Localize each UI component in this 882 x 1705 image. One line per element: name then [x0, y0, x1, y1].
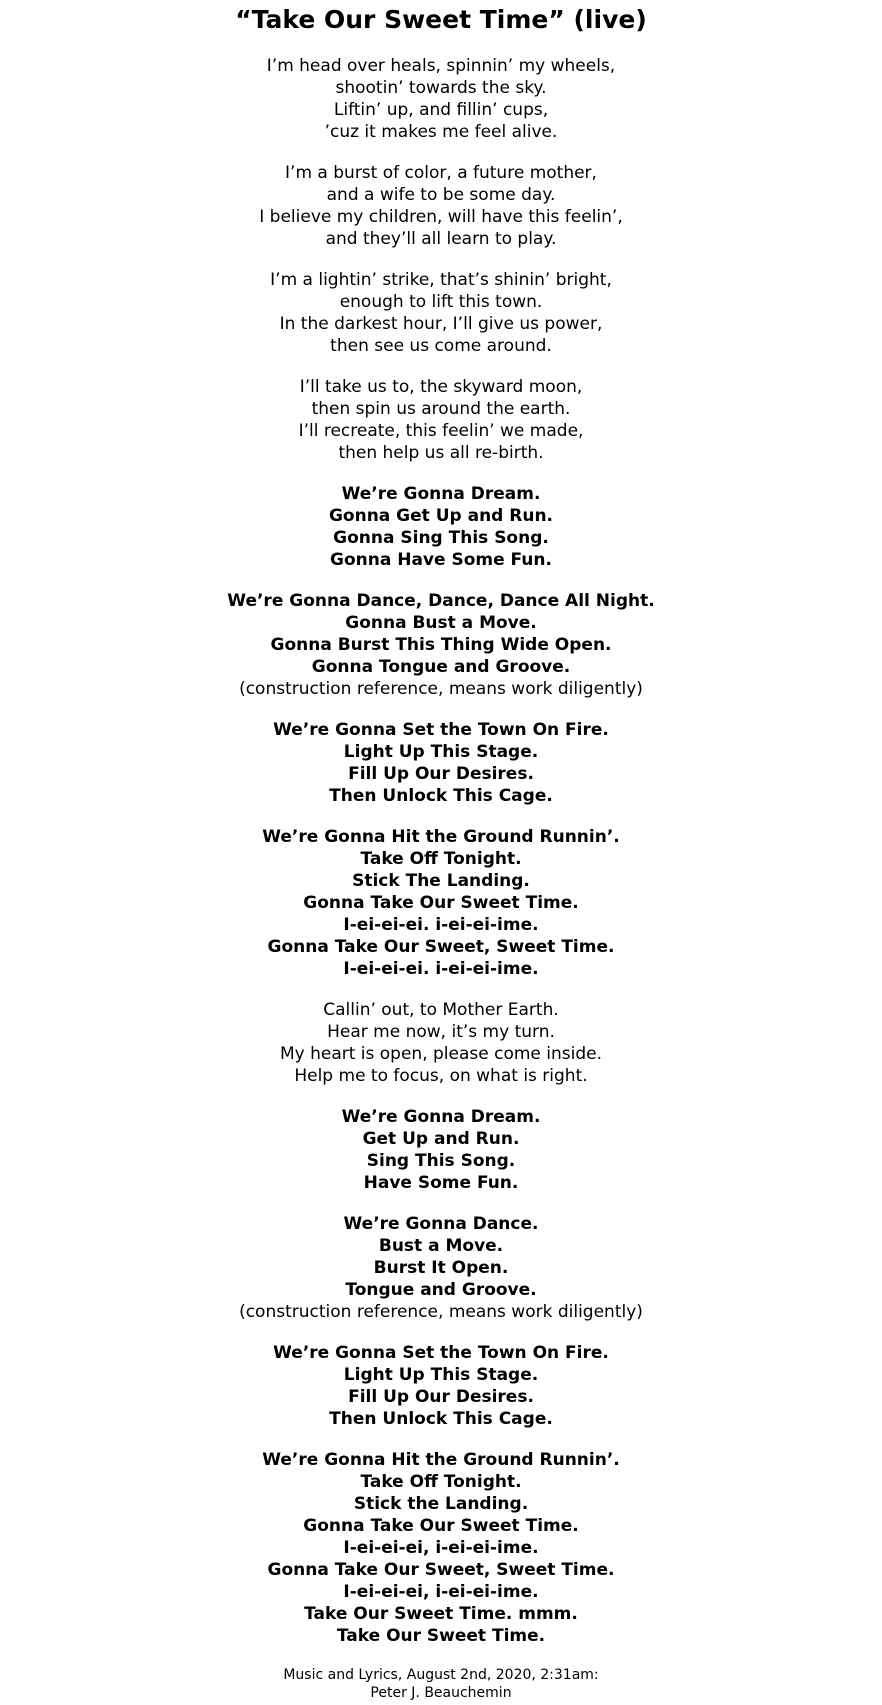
lyric-line: I’m head over heals, spinnin’ my wheels, [266, 56, 616, 76]
lyric-line: We’re Gonna Dream. [341, 1107, 541, 1127]
lyric-line: I’m a lightin’ strike, that’s shinin’ bright, [270, 270, 612, 290]
lyric-line: Get Up and Run. [362, 1129, 520, 1149]
lyric-line: In the darkest hour, I’ll give us power, [279, 314, 603, 334]
lyric-line: We’re Gonna Hit the Ground Runnin’. [262, 827, 620, 847]
lyric-line: then see us come around. [330, 336, 552, 356]
lyric-line: and a wife to be some day. [326, 185, 556, 205]
stanza [0, 719, 882, 807]
lyric-line: Gonna Burst This Thing Wide Open. [270, 635, 612, 655]
lyric-line: shootin’ towards the sky. [335, 78, 547, 98]
lyric-line: I’ll take us to, the skyward moon, [299, 377, 583, 397]
lyric-line: I’ll recreate, this feelin’ we made, [298, 421, 584, 441]
stanza [0, 1213, 882, 1323]
lyric-line: Stick The Landing. [352, 871, 530, 891]
lyric-line: Then Unlock This Cage. [329, 786, 553, 806]
lyric-line: I-ei-ei-ei, i-ei-ei-ime. [343, 1538, 539, 1558]
stanza [0, 590, 882, 700]
credits [0, 1666, 882, 1702]
lyric-line: (construction reference, means work diligently) [239, 1302, 643, 1322]
lyric-line: Take Off Tonight. [360, 849, 522, 869]
stanza [0, 826, 882, 980]
lyric-line: Gonna Tongue and Groove. [311, 657, 571, 677]
stanza [0, 269, 882, 357]
lyric-line: Liftin’ up, and fillin’ cups, [333, 100, 549, 120]
lyric-line: Take Our Sweet Time. [336, 1626, 546, 1646]
stanza [0, 1106, 882, 1194]
lyric-line: Light Up This Stage. [343, 742, 539, 762]
stanza [0, 55, 882, 143]
lyric-line: I-ei-ei-ei. i-ei-ei-ime. [343, 915, 539, 935]
lyric-line: Burst It Open. [373, 1258, 509, 1278]
lyric-line: Gonna Take Our Sweet, Sweet Time. [267, 937, 615, 957]
lyric-line: We’re Gonna Dance. [343, 1214, 539, 1234]
lyric-line: We’re Gonna Set the Town On Fire. [273, 720, 609, 740]
lyric-line: Stick the Landing. [353, 1494, 529, 1514]
lyric-line: We’re Gonna Dream. [341, 484, 541, 504]
lyric-line: Help me to focus, on what is right. [294, 1066, 588, 1086]
lyrics-body [0, 55, 882, 1647]
stanza [0, 1342, 882, 1430]
lyric-line: (construction reference, means work diligently) [239, 679, 643, 699]
lyric-line: Gonna Bust a Move. [345, 613, 537, 633]
lyric-line: I-ei-ei-ei, i-ei-ei-ime. [343, 1582, 539, 1602]
lyric-line: Hear me now, it’s my turn. [327, 1022, 555, 1042]
lyric-line: My heart is open, please come inside. [279, 1044, 603, 1064]
lyric-line: Take Off Tonight. [360, 1472, 522, 1492]
lyric-line: then spin us around the earth. [311, 399, 571, 419]
lyric-line: Fill Up Our Desires. [348, 1387, 534, 1407]
lyric-line: Light Up This Stage. [343, 1365, 539, 1385]
lyric-line: then help us all re-birth. [338, 443, 544, 463]
lyric-line: Bust a Move. [378, 1236, 504, 1256]
lyric-line: Gonna Take Our Sweet Time. [303, 893, 579, 913]
lyric-line: I believe my children, will have this feelin’, [259, 207, 623, 227]
credits-line-author: Peter J. Beauchemin [370, 1685, 512, 1701]
lyric-line: We’re Gonna Dance, Dance, Dance All Night. [227, 591, 655, 611]
lyric-line: Gonna Sing This Song. [333, 528, 549, 548]
lyric-line: enough to lift this town. [339, 292, 543, 312]
stanza [0, 483, 882, 571]
stanza [0, 999, 882, 1087]
lyric-line: Gonna Take Our Sweet Time. [303, 1516, 579, 1536]
lyric-line: We’re Gonna Set the Town On Fire. [273, 1343, 609, 1363]
credits-line-date: Music and Lyrics, August 2nd, 2020, 2:31am: [283, 1667, 599, 1683]
lyric-line: Callin’ out, to Mother Earth. [323, 1000, 559, 1020]
lyric-line: ’cuz it makes me feel alive. [324, 122, 558, 142]
stanza [0, 162, 882, 250]
lyric-line: Gonna Take Our Sweet, Sweet Time. [267, 1560, 615, 1580]
lyric-line: Have Some Fun. [363, 1173, 519, 1193]
lyric-line: Sing This Song. [366, 1151, 516, 1171]
lyric-line: We’re Gonna Hit the Ground Runnin’. [262, 1450, 620, 1470]
lyric-line: I-ei-ei-ei. i-ei-ei-ime. [343, 959, 539, 979]
lyric-line: I’m a burst of color, a future mother, [285, 163, 597, 183]
stanza [0, 1449, 882, 1647]
lyric-line: Gonna Get Up and Run. [328, 506, 554, 526]
lyric-line: Tongue and Groove. [345, 1280, 537, 1300]
lyric-line: Fill Up Our Desires. [348, 764, 534, 784]
lyric-line: Then Unlock This Cage. [329, 1409, 553, 1429]
song-title: “Take Our Sweet Time” (live) [235, 5, 647, 34]
lyric-line: and they’ll all learn to play. [325, 229, 557, 249]
stanza [0, 376, 882, 464]
lyric-line: Gonna Have Some Fun. [330, 550, 552, 570]
lyric-line: Take Our Sweet Time. mmm. [304, 1604, 578, 1624]
